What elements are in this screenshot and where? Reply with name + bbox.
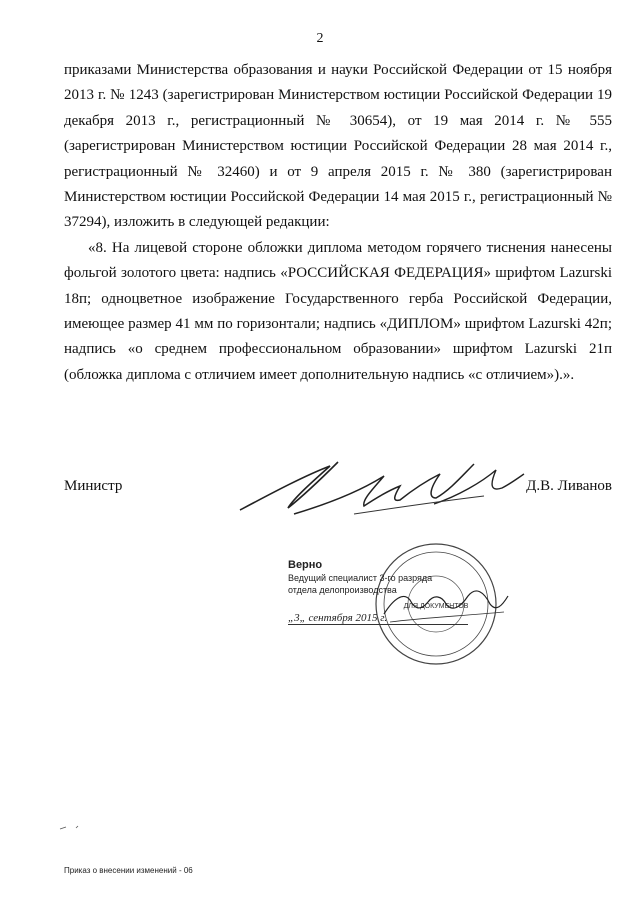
body-paragraph-amendments: приказами Министерства образования и науки Российской Федерации от 15 ноября 2013 г. № 1243 (зарегистрирован Министерством юстиции Российской Федерации 19 декабря 2013 г., регистрационный № 30654), от 19 мая 2014 г. № 555 (зарегистрирован Министерством юстиции Российской Федерации 28 мая 2014 г., регистрационный № 32460) и от 9 апреля 2015 г. № 380 (зарегистрирован Министерством юстиции Российской Федерации 14 мая 2015 г., регистрационный № 37294), изложить в следующей редакции: (64, 62, 612, 231)
minister-signature (234, 452, 526, 524)
document-body (64, 58, 612, 388)
certification-verno: Верно (288, 559, 323, 571)
certifier-position: Ведущий специалист 3-го разряда (288, 573, 433, 583)
stray-marks (58, 822, 88, 832)
certification-date-day: 3 (294, 612, 300, 624)
certification-date-rest: сентября 2015 г. (308, 612, 388, 624)
seal-text: ДЛЯ ДОКУМЕНТОВ (403, 603, 469, 610)
footer-note: Приказ о внесении изменений - 06 (64, 866, 193, 875)
minister-title: Министр (64, 478, 123, 494)
minister-name: Д.В. Ливанов (526, 478, 612, 494)
certifier-department: отдела делопроизводства (288, 585, 397, 595)
page-number: 2 (316, 31, 324, 46)
body-paragraph-diploma-cover: «8. На лицевой стороне обложки диплома методом горячего тиснения нанесены фольгой золотого цвета: надпись «РОССИЙСКАЯ ФЕДЕРАЦИЯ» шрифтом Lazurski 18п; одноцветное изображение Государственного герба Российской Федерации, имеющее размер 41 мм по горизонтали; надпись «ДИПЛОМ» шрифтом Lazurski 42п; надпись «о среднем профессиональном образовании» шрифтом Lazurski 21п (обложка диплома с отличием имеет дополнительную надпись «с отличием»).». (64, 239, 612, 383)
certification-date: „3„ сентября 2015 г. (288, 612, 468, 625)
certification-block (288, 558, 433, 624)
